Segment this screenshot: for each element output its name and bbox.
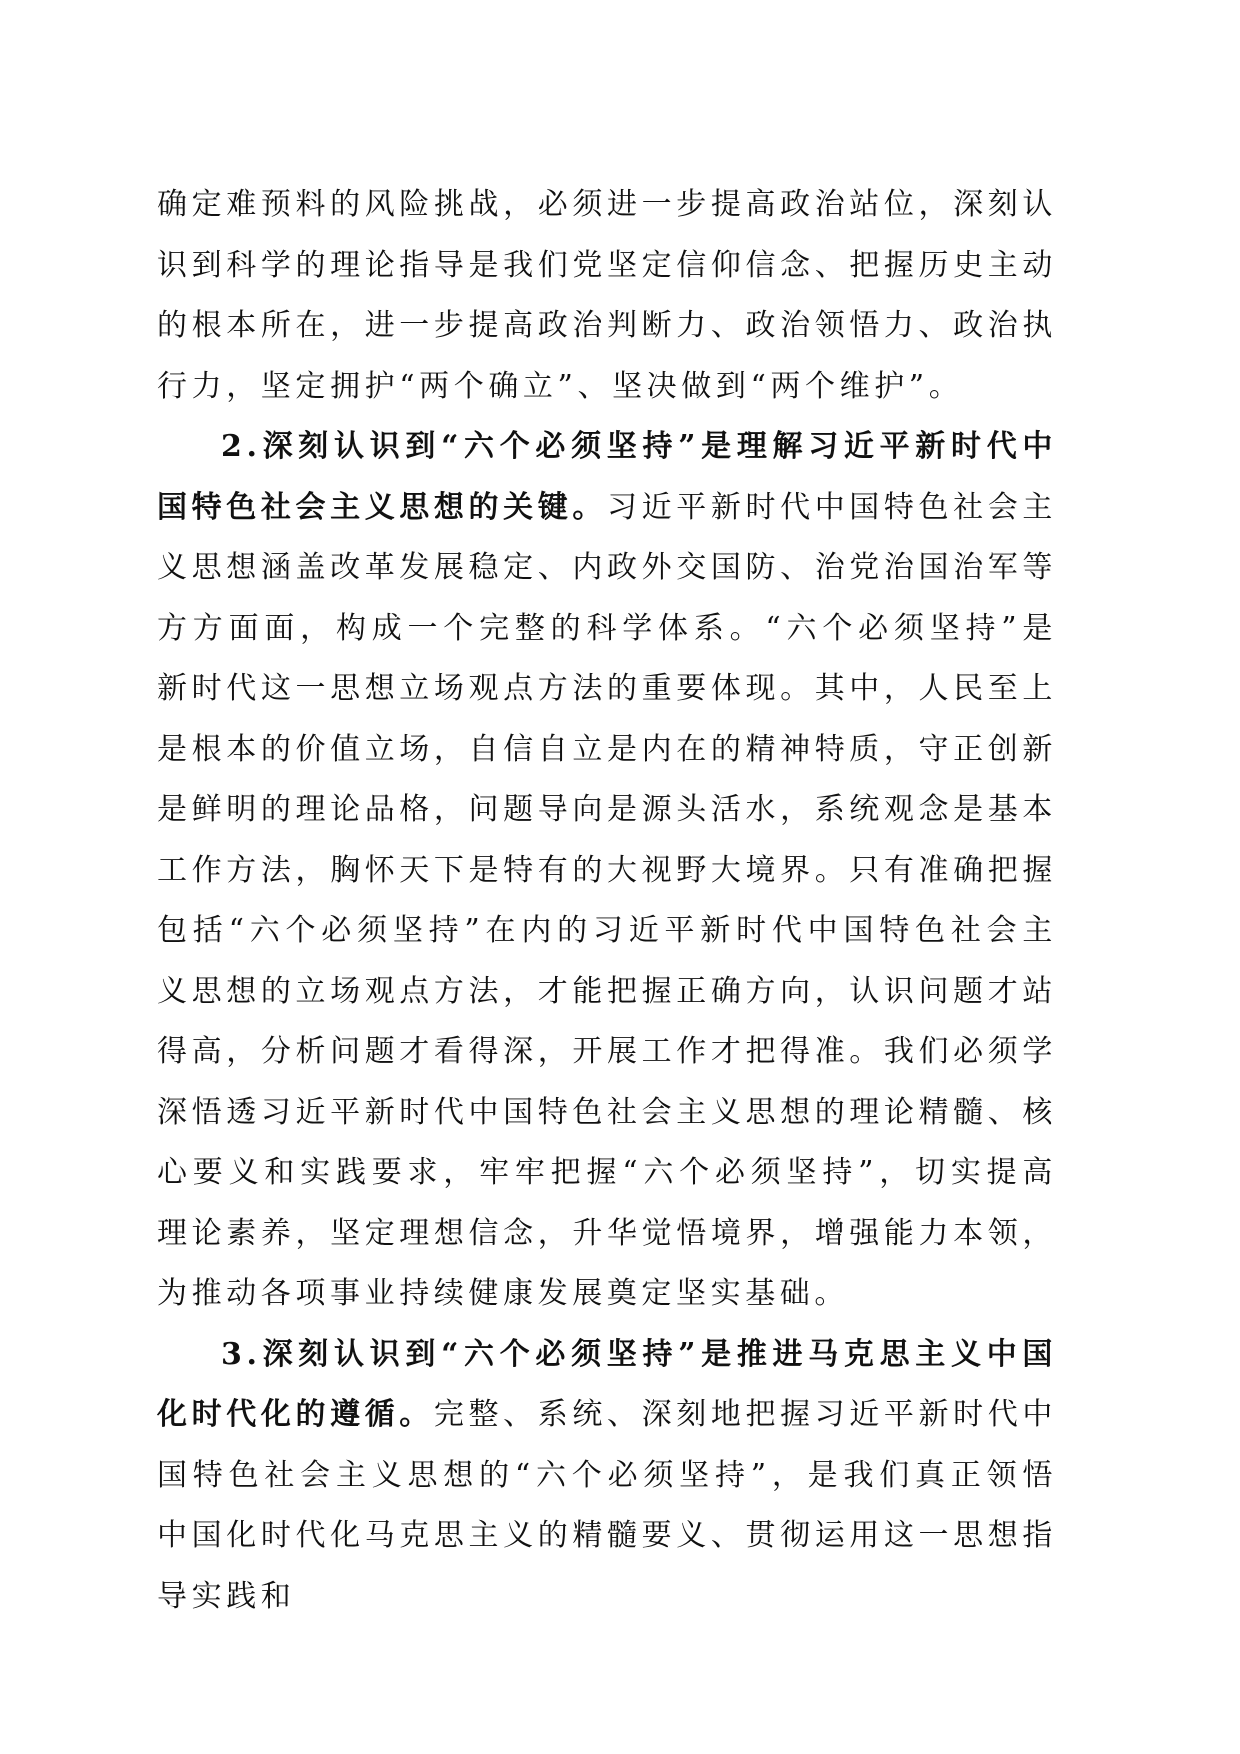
paragraph-body: 确定难预料的风险挑战，必须进一步提高政治站位，深刻认识到科学的理论指导是我们党坚定信仰信念、把握历史主动的根本所在，进一步提高政治判断力、政治领悟力、政治执行力，坚定拥护“两个确立”、坚决做到“两个维护”。 bbox=[157, 187, 1057, 404]
document-page bbox=[157, 175, 1057, 1627]
paragraph-body: 习近平新时代中国特色社会主义思想涵盖改革发展稳定、内政外交国防、治党治国治军等方方面面，构成一个完整的科学体系。“六个必须坚持”是新时代这一思想立场观点方法的重要体现。其中，人民至上是根本的价值立场，自信自立是内在的精神特质，守正创新是鲜明的理论品格，问题导向是源头活水，系统观念是基本工作方法，胸怀天下是特有的大视野大境界。只有准确把握包括“六个必须坚持”在内的习近平新时代中国特色社会主义思想的立场观点方法，才能把握正确方向，认识问题才站得高，分析问题才看得深，开展工作才把得准。我们必须学深悟透习近平新时代中国特色社会主义思想的理论精髓、核心要义和实践要求，牢牢把握“六个必须坚持”，切实提高理论素养，坚定理想信念，升华觉悟境界，增强能力本领，为推动各项事业持续健康发展奠定坚实基础。 bbox=[157, 489, 1057, 1311]
section-2-heading: 2.深刻认识到“六个必须坚持”是理解习近平新时代中国特色社会主义思想的关键。 bbox=[157, 429, 1057, 525]
paragraph-continuation bbox=[157, 175, 1057, 417]
paragraph-section-3 bbox=[157, 1325, 1057, 1628]
paragraph-section-2 bbox=[157, 417, 1057, 1325]
paragraph-body: 完整、系统、深刻地把握习近平新时代中国特色社会主义思想的“六个必须坚持”，是我们真正领悟中国化时代化马克思主义的精髓要义、贯彻运用这一思想指导实践和 bbox=[157, 1397, 1057, 1614]
section-3-heading: 3.深刻认识到“六个必须坚持”是推进马克思主义中国化时代化的遵循。 bbox=[157, 1336, 1057, 1432]
